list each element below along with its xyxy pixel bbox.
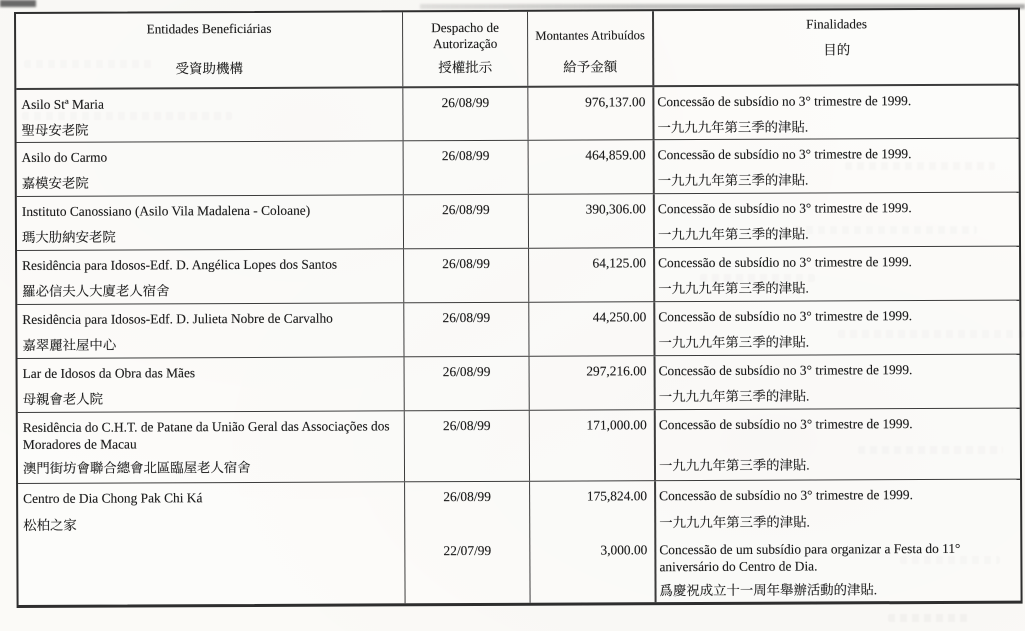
authorization-date: 26/08/99 — [442, 417, 491, 434]
table-header-row — [16, 10, 1018, 88]
header-entities-zh: 受資助機構 — [175, 61, 244, 77]
entity-name-pt: Centro de Dia Chong Pak Chi Ká — [23, 490, 203, 506]
scan-edge-artifact — [0, 0, 36, 7]
entity-name-zh: 嘉模安老院 — [21, 175, 89, 191]
header-finalidades-zh: 目的 — [823, 42, 851, 58]
authorization-date: 26/08/99 — [443, 488, 491, 505]
header-montantes — [527, 11, 652, 86]
purpose-pt: Concessão de subsídio no 3° trimestre de 1999. — [658, 308, 913, 325]
purpose-zh: 爲慶祝成立十一周年舉辦活動的津貼. — [659, 582, 878, 599]
entity-name-zh: 松柏之家 — [23, 517, 77, 533]
amount: 171,000.00 — [586, 417, 647, 433]
table-row — [16, 84, 1018, 142]
table-row — [17, 246, 1019, 304]
purpose-zh: 一九九九年第三季的津貼. — [658, 457, 810, 474]
subsidies-table — [14, 8, 1023, 608]
table-row — [18, 354, 1020, 412]
amount: 464,859.00 — [585, 147, 646, 163]
header-finalidades-pt: Finalidades — [806, 16, 867, 32]
entity-name-zh: 母親會老人院 — [22, 391, 104, 407]
scan-artifact — [888, 614, 968, 622]
purpose-pt: Concessão de subsídio no 3° trimestre de 1999. — [657, 93, 912, 110]
entity-name-zh: 瑪大肋納安老院 — [21, 229, 116, 245]
entity-name-pt: Asilo Stª Maria — [21, 96, 104, 112]
entity-name-pt: Instituto Canossiano (Asilo Vila Madalena - Coloane) — [21, 202, 311, 219]
authorization-date: 26/08/99 — [442, 309, 491, 326]
purpose-pt: Concessão de subsídio no 3° trimestre de 1999. — [658, 254, 912, 271]
entity-name-zh: 羅必信夫人大廈老人宿舍 — [22, 283, 170, 299]
entity-name-pt: Residência do C.H.T. de Patane da União Geral das Associações dos Moradores de Macau — [22, 418, 390, 452]
amount: 44,250.00 — [592, 309, 647, 325]
purpose-pt: Concessão de um subsídio para organizar a Festa do 11° aniversário do Centro de Dia. — [659, 540, 961, 575]
header-despacho-zh: 授權批示 — [438, 59, 493, 76]
entity-name-pt: Asilo do Carmo — [21, 149, 108, 165]
header-montantes-pt: Montantes Atribuídos — [535, 28, 645, 43]
entity-name-zh: 聖母安老院 — [21, 122, 89, 138]
purpose-zh: 一九九九年第三季的津貼. — [657, 226, 809, 243]
purpose-zh: 一九九九年第三季的津貼. — [659, 514, 810, 531]
amount: 3,000.00 — [600, 542, 648, 558]
header-montantes-zh: 給予金額 — [563, 59, 618, 75]
purpose-zh: 一九九九年第三季的津貼. — [657, 172, 809, 189]
table-row — [18, 408, 1020, 483]
amount: 390,306.00 — [585, 201, 646, 217]
table-row — [17, 138, 1019, 196]
entity-name-zh: 嘉翠麗社屋中心 — [22, 337, 117, 353]
amount: 64,125.00 — [592, 255, 647, 271]
header-entities-pt: Entidades Beneficiárias — [146, 20, 272, 37]
purpose-zh: 一九九九年第三季的津貼. — [657, 119, 809, 136]
authorization-date: 26/08/99 — [442, 201, 490, 218]
amount: 976,137.00 — [585, 94, 646, 110]
amount: 175,824.00 — [586, 488, 648, 504]
table-row — [17, 300, 1019, 358]
authorization-date: 26/08/99 — [442, 255, 490, 272]
authorization-date: 26/08/99 — [442, 363, 491, 380]
entity-name-pt: Lar de Idosos da Obra das Mães — [22, 365, 196, 381]
entity-name-pt: Residência para Idosos-Edf. D. Julieta Nobre de Carvalho — [22, 310, 333, 327]
entity-name-zh: 澳門街坊會聯合總會北區臨屋老人宿舍 — [22, 459, 251, 476]
purpose-pt: Concessão de subsídio no 3° trimestre de 1999. — [657, 146, 912, 163]
header-despacho-pt: Despacho de Autorização — [431, 19, 499, 52]
header-finalidades — [652, 10, 1018, 86]
table-row — [18, 479, 1021, 605]
purpose-zh: 一九九九年第三季的津貼. — [658, 280, 809, 297]
purpose-pt: Concessão de subsídio no 3° trimestre de 1999. — [657, 200, 912, 217]
purpose-pt: Concessão de subsídio no 3° trimestre de 1999. — [658, 362, 913, 379]
table-row — [17, 192, 1019, 250]
authorization-date: 22/07/99 — [443, 542, 492, 559]
purpose-pt: Concessão de subsídio no 3° trimestre de 1999. — [659, 487, 913, 504]
authorization-date: 26/08/99 — [441, 147, 490, 164]
purpose-zh: 一九九九年第三季的津貼. — [658, 334, 810, 351]
authorization-date: 26/08/99 — [441, 94, 490, 111]
header-entities — [16, 12, 402, 88]
purpose-zh: 一九九九年第三季的津貼. — [658, 388, 810, 405]
entity-name-pt: Residência para Idosos-Edf. D. Angélica Lopes dos Santos — [22, 256, 338, 273]
amount: 297,216.00 — [586, 363, 647, 379]
header-despacho — [402, 12, 527, 87]
purpose-pt: Concessão de subsídio no 3° trimestre de 1999. — [658, 416, 913, 433]
